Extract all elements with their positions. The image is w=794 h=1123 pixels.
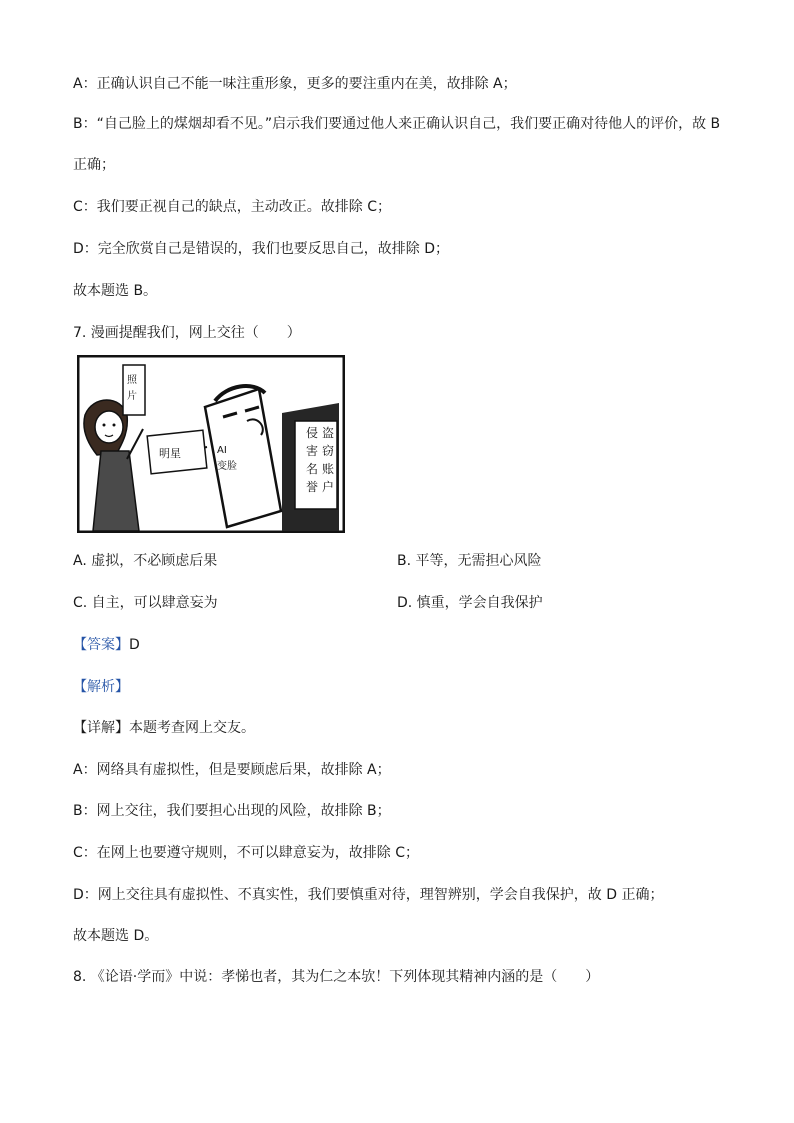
detail-d: D：网上交往具有虚拟性、不真实性，我们要慎重对待，理智辨别，学会自我保护，故 D 正确； xyxy=(73,887,664,903)
q7-conclusion: 故本题选 D。 xyxy=(73,928,159,944)
label-face-swap: 变脸 xyxy=(217,461,237,472)
cartoon-image xyxy=(77,355,345,533)
label-invade-2: 害 xyxy=(306,444,319,458)
prev-analysis-d: D：完全欣赏自己是错误的，我们也要反思自己，故排除 D； xyxy=(73,241,450,257)
label-steal-2: 窃 xyxy=(322,444,335,458)
question-8-stem: 8. 《论语·学而》中说：孝悌也者，其为仁之本欤！下列体现其精神内涵的是（ ） xyxy=(73,969,600,985)
option-a: A. 虚拟，不必顾虑后果 xyxy=(73,553,218,569)
prev-conclusion: 故本题选 B。 xyxy=(73,283,158,299)
detail-text: 本题考查网上交友。 xyxy=(129,720,255,736)
sign-photo-1: 照 xyxy=(127,375,137,386)
label-invade-1: 侵 xyxy=(306,426,319,440)
option-b: B. 平等，无需担心风险 xyxy=(397,553,542,569)
detail-a: A：网络具有虚拟性，但是要顾虑后果，故排除 A； xyxy=(73,762,391,778)
detail-tag: 【详解】 xyxy=(73,720,129,736)
option-d: D. 慎重，学会自我保护 xyxy=(397,595,543,611)
detail-line xyxy=(73,718,255,738)
answer-tag: 【答案】 xyxy=(73,637,129,653)
label-star: 明星 xyxy=(159,447,181,460)
analysis-tag: 【解析】 xyxy=(73,679,129,695)
label-ai: AI xyxy=(217,445,227,456)
prev-analysis-b-line1: B：“自己脸上的煤烟却看不见。”启示我们要通过他人来正确认识自己，我们要正确对待他人的评价，故 B xyxy=(73,116,721,132)
prev-analysis-b-line2: 正确； xyxy=(73,157,115,173)
detail-c: C：在网上也要遵守规则，不可以肆意妄为，故排除 C； xyxy=(73,845,419,861)
detail-b: B：网上交往，我们要担心出现的风险，故排除 B； xyxy=(73,803,391,819)
prev-analysis-c: C：我们要正视自己的缺点，主动改正。故排除 C； xyxy=(73,199,391,215)
label-steal-1: 盗 xyxy=(322,426,335,440)
answer-value: D xyxy=(129,637,140,653)
label-invade-3: 名 xyxy=(306,462,319,476)
sign-photo-2: 片 xyxy=(127,391,137,402)
question-7-stem: 7. 漫画提醒我们，网上交往（ ） xyxy=(73,325,301,341)
option-c: C. 自主，可以肆意妄为 xyxy=(73,595,218,611)
label-steal-3: 账 xyxy=(322,462,335,476)
label-invade-4: 誉 xyxy=(306,480,319,494)
answer-line xyxy=(73,635,140,655)
prev-analysis-a: A：正确认识自己不能一味注重形象，更多的要注重内在美，故排除 A； xyxy=(73,76,517,92)
label-steal-4: 户 xyxy=(322,480,335,494)
